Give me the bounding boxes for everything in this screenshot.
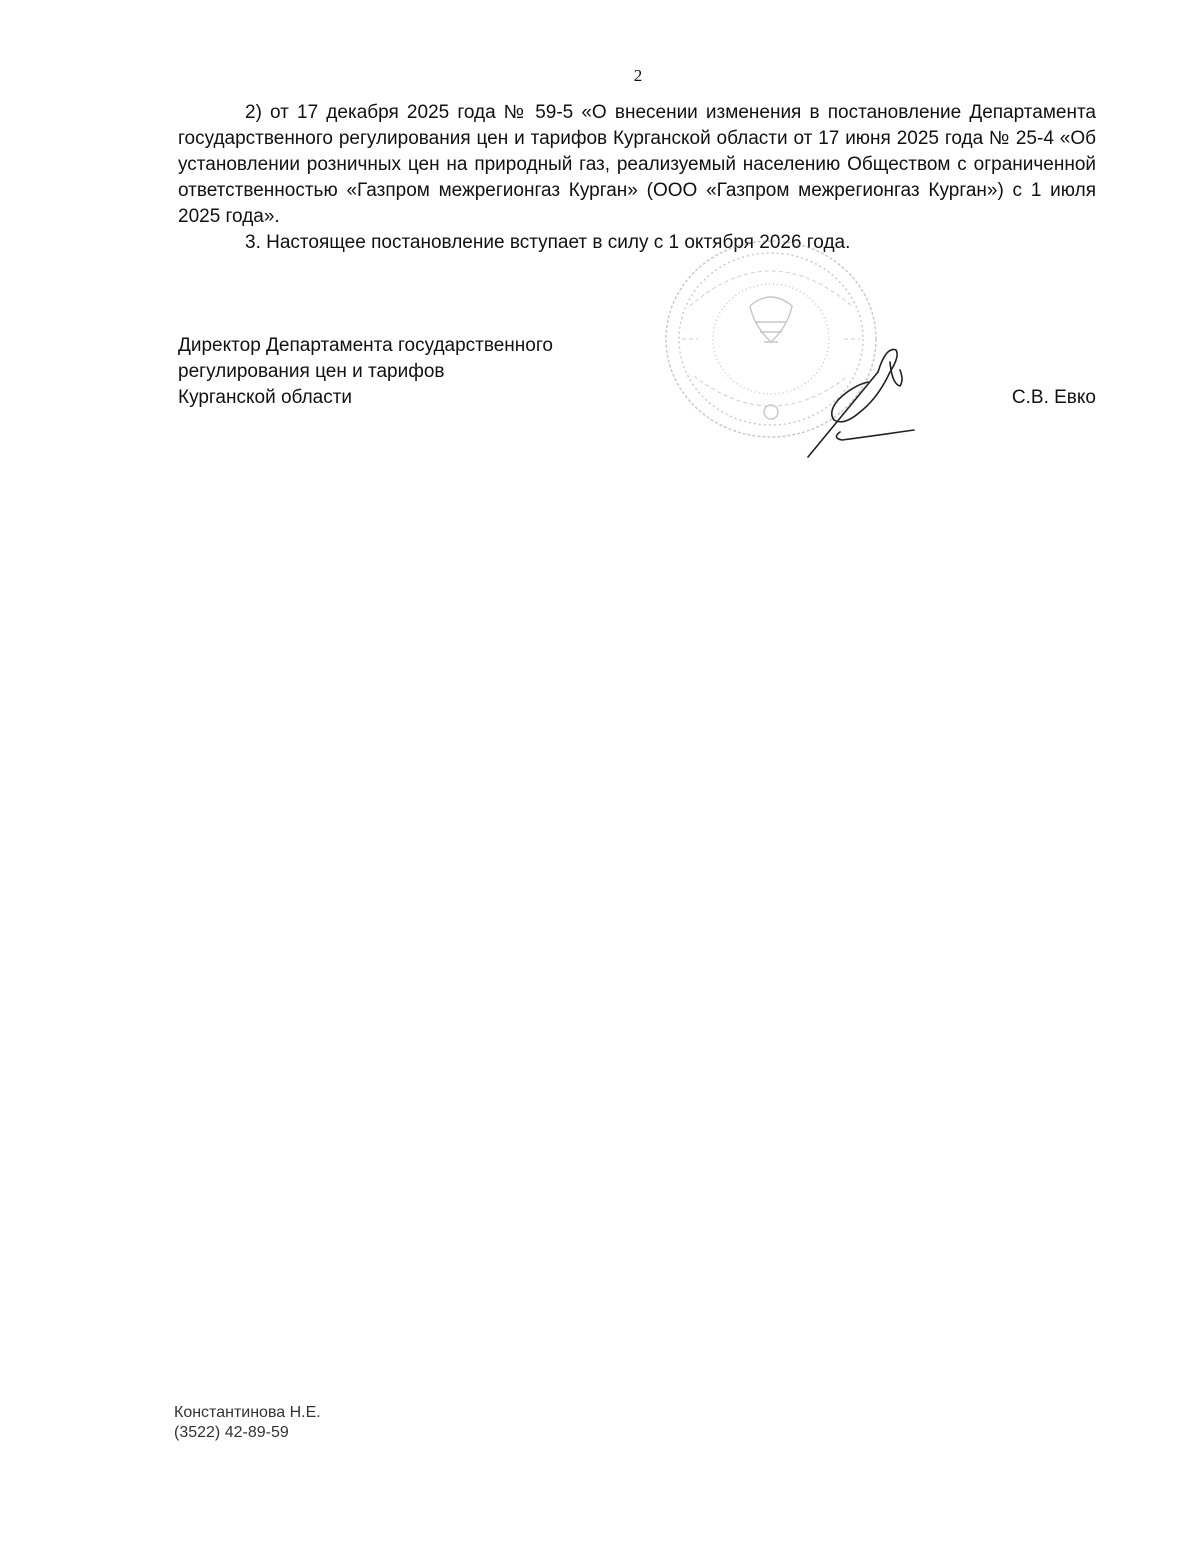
- paragraph-clause-3: 3. Настоящее постановление вступает в силу с 1 октября 2026 года.: [245, 232, 851, 253]
- executor-phone: (3522) 42-89-59: [174, 1424, 289, 1441]
- paragraph-item-2: 2) от 17 декабря 2025 года № 59-5 «О внесении изменения в постановление Департамента государственного регулирования цен и тарифов Курганской области от 17 июня 2025 года № 25-4 «Об установлении розничных цен на природный газ, реализуемый населению Обществом с ограниченной ответственностью «Газпром межрегионгаз Курган» (ООО «Газпром межрегионгаз Курган») с 1 июля 2025 года».: [178, 102, 1096, 227]
- signer-name: С.В. Евко: [1011, 387, 1096, 408]
- executor-info: [174, 1403, 321, 1443]
- page-number: 2: [633, 66, 643, 85]
- handwritten-signature: [800, 342, 930, 462]
- position-line-3: Курганской области: [178, 387, 353, 408]
- position-line-2: регулирования цен и тарифов: [178, 361, 445, 382]
- signature-position: [178, 333, 553, 411]
- executor-name: Константинова Н.Е.: [174, 1404, 321, 1421]
- document-body: [178, 100, 1096, 256]
- position-line-1: Директор Департамента государственного: [178, 335, 553, 356]
